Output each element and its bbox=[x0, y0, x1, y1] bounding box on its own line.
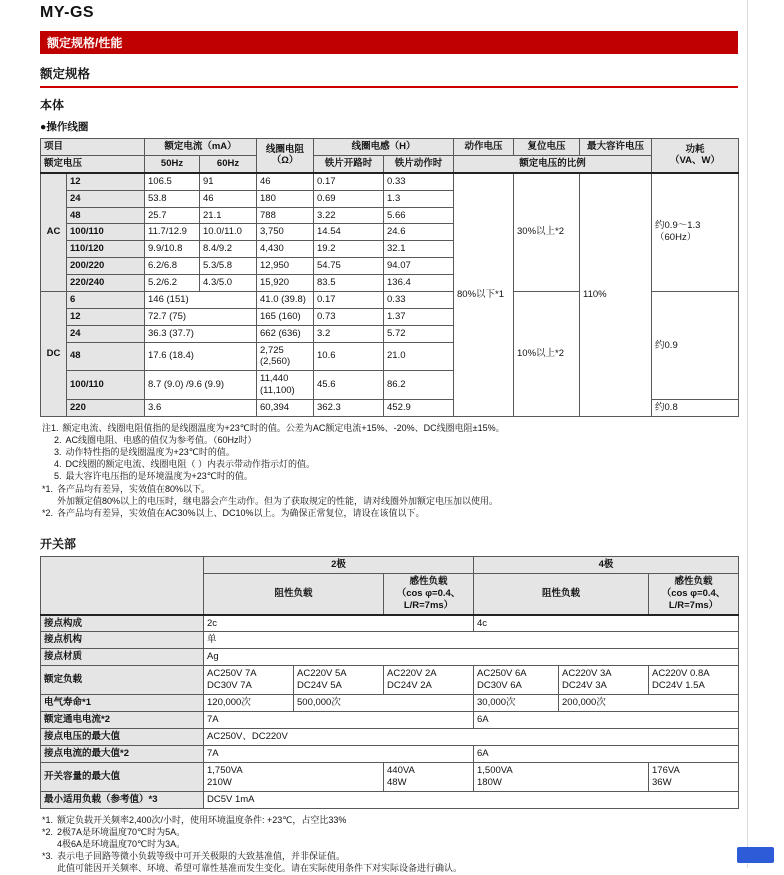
col-header-coil-resistance: 线圈电阻 （Ω） bbox=[257, 139, 314, 173]
cell: AC250V 7A DC30V 7A bbox=[204, 666, 294, 695]
cell: 0.69 bbox=[314, 190, 384, 207]
cell: DC5V 1mA bbox=[204, 791, 739, 808]
cell: 662 (636) bbox=[257, 325, 314, 342]
col-header-coil-inductance: 线圈电感（H） bbox=[314, 139, 454, 156]
row-header-voltage: 100/110 bbox=[67, 371, 145, 400]
subsection-title-body: 本体 bbox=[40, 98, 65, 112]
cell: 500,000次 bbox=[294, 695, 474, 712]
cell: 3.22 bbox=[314, 207, 384, 224]
row-header-voltage: 100/110 bbox=[67, 224, 145, 241]
cell: 165 (160) bbox=[257, 308, 314, 325]
cell: 4c bbox=[474, 615, 739, 632]
row-header-voltage: 200/220 bbox=[67, 258, 145, 275]
switch-notes bbox=[42, 814, 738, 875]
cell: 440VA 48W bbox=[384, 763, 474, 792]
note-text: 最大容许电压指的是环境温度为+23℃时的值。 bbox=[65, 471, 253, 482]
cell: 45.6 bbox=[314, 371, 384, 400]
note-line bbox=[42, 814, 738, 826]
cell: 30,000次 bbox=[474, 695, 559, 712]
col-header-release-voltage: 复位电压 bbox=[514, 139, 580, 156]
row-header-ac-group: AC bbox=[41, 173, 67, 292]
col-header-rated-voltage: 额定电压 bbox=[41, 155, 145, 172]
col-header-4pole: 4极 bbox=[474, 557, 739, 574]
col-header-60hz: 60Hz bbox=[200, 155, 257, 172]
cell: 136.4 bbox=[384, 275, 454, 292]
col-header-operate-voltage: 动作电压 bbox=[454, 139, 514, 156]
note-text: 表示电子回路等微小负载等级中可开关极限的大致基准值，并非保证值。 此值可能因开关频率、环境、希望可靠性基准而发生变化。请在实际使用条件下对实际设备进行确认。 bbox=[57, 851, 463, 874]
note-text: 各产品均有差异，实效值在80%以下。 外加额定值80%以上的电压时，继电器会产生动作。但为了获取规定的性能，请对线圈外加额定电压加以使用。 bbox=[57, 483, 499, 506]
row-header-voltage: 24 bbox=[67, 190, 145, 207]
cell: 4,430 bbox=[257, 241, 314, 258]
cell: 1,500VA 180W bbox=[474, 763, 649, 792]
cell: 21.1 bbox=[200, 207, 257, 224]
cell: 120,000次 bbox=[204, 695, 294, 712]
table-row bbox=[41, 649, 739, 666]
cell: AC250V、DC220V bbox=[204, 729, 739, 746]
col-header-2pole: 2极 bbox=[204, 557, 474, 574]
note-line bbox=[42, 422, 738, 434]
col-header-resistive-2pole: 阻性负载 bbox=[204, 573, 384, 614]
row-header-voltage: 12 bbox=[67, 173, 145, 190]
page-title: MY-GS bbox=[40, 4, 95, 21]
note-text: 额定负载开关频率2,400次/小时，使用环境温度条件: +23℃，占空比33% bbox=[57, 814, 347, 825]
col-header-voltage-ratio: 额定电压的比例 bbox=[454, 155, 652, 172]
note-text: DC线圈的额定电流、线圈电阻（ ）内表示带动作指示灯的值。 bbox=[65, 459, 316, 470]
cell: 176VA 36W bbox=[649, 763, 739, 792]
row-header-min-load: 最小适用负载（参考值）*3 bbox=[41, 791, 204, 808]
col-header-rated-current: 额定电流（mA） bbox=[145, 139, 257, 156]
nav-button[interactable] bbox=[737, 847, 774, 863]
cell-power-ac: 约0.9～1.3 （60Hz） bbox=[652, 173, 739, 292]
cell: 0.33 bbox=[384, 291, 454, 308]
note-line bbox=[42, 434, 738, 446]
cell: 5.66 bbox=[384, 207, 454, 224]
row-header-contact-mechanism: 接点机构 bbox=[41, 632, 204, 649]
cell: 21.0 bbox=[384, 342, 454, 371]
switch-header-row-1 bbox=[41, 557, 739, 574]
cell: 5.3/5.8 bbox=[200, 258, 257, 275]
row-header-voltage: 220 bbox=[67, 400, 145, 417]
cell: 11,440 (11,100) bbox=[257, 371, 314, 400]
row-header-dc-group: DC bbox=[41, 291, 67, 416]
cell: 1,750VA 210W bbox=[204, 763, 384, 792]
row-header-max-switching-capacity: 开关容量的最大值 bbox=[41, 763, 204, 792]
cell: 180 bbox=[257, 190, 314, 207]
cell-operate-voltage: 80%以下*1 bbox=[454, 173, 514, 417]
cell: AC220V 0.8A DC24V 1.5A bbox=[649, 666, 739, 695]
page-edge-line bbox=[747, 0, 748, 868]
cell: AC250V 6A DC30V 6A bbox=[474, 666, 559, 695]
col-header-armature-open: 铁片开路时 bbox=[314, 155, 384, 172]
cell: 146 (151) bbox=[145, 291, 257, 308]
coil-header-row-1 bbox=[41, 139, 739, 156]
cell: 2,725 (2,560) bbox=[257, 342, 314, 371]
section-title-rated-specs: 额定规格 bbox=[40, 64, 738, 88]
cell: 1.37 bbox=[384, 308, 454, 325]
col-header-inductive-4pole: 感性负载 （cos φ=0.4、 L/R=7ms） bbox=[649, 573, 739, 614]
cell: 32.1 bbox=[384, 241, 454, 258]
col-header-max-voltage: 最大容许电压 bbox=[580, 139, 652, 156]
cell: 4.3/5.0 bbox=[200, 275, 257, 292]
cell: 10.0/11.0 bbox=[200, 224, 257, 241]
row-header-rated-carry-current: 额定通电电流*2 bbox=[41, 712, 204, 729]
table-row bbox=[41, 666, 739, 695]
cell-power-dc: 约0.9 bbox=[652, 291, 739, 399]
cell: 11.7/12.9 bbox=[145, 224, 200, 241]
cell: 25.7 bbox=[145, 207, 200, 224]
note-marker: 4. bbox=[54, 459, 62, 470]
switch-section-heading: 开关部 bbox=[40, 537, 77, 551]
coil-notes bbox=[42, 422, 738, 519]
cell: 9.9/10.8 bbox=[145, 241, 200, 258]
row-header-max-contact-current: 接点电流的最大值*2 bbox=[41, 746, 204, 763]
col-header-inductive-2pole: 感性负载 （cos φ=0.4、 L/R=7ms） bbox=[384, 573, 474, 614]
cell: 8.7 (9.0) /9.6 (9.9) bbox=[145, 371, 257, 400]
cell: 83.5 bbox=[314, 275, 384, 292]
cell: AC220V 3A DC24V 3A bbox=[559, 666, 649, 695]
cell: 6.2/6.8 bbox=[145, 258, 200, 275]
cell: 0.17 bbox=[314, 291, 384, 308]
cell: 6A bbox=[474, 746, 739, 763]
table-row bbox=[41, 746, 739, 763]
note-text: 额定电流、线圈电阻值指的是线圈温度为+23℃时的值。公差为AC额定电流+15%、-20%、DC线圈电阻±15%。 bbox=[62, 422, 505, 433]
cell: 6A bbox=[474, 712, 739, 729]
cell: 46 bbox=[257, 173, 314, 190]
cell: 7A bbox=[204, 712, 474, 729]
cell: 41.0 (39.8) bbox=[257, 291, 314, 308]
note-line bbox=[42, 446, 738, 458]
cell: 1.3 bbox=[384, 190, 454, 207]
col-header-armature-operated: 铁片动作时 bbox=[384, 155, 454, 172]
row-header-rated-load: 额定负载 bbox=[41, 666, 204, 695]
row-header-voltage: 220/240 bbox=[67, 275, 145, 292]
table-row bbox=[41, 763, 739, 792]
note-marker: *2. bbox=[42, 507, 54, 518]
page-content bbox=[40, 4, 738, 875]
section-banner: 额定规格/性能 bbox=[40, 31, 738, 54]
note-marker: *2. bbox=[42, 827, 54, 838]
cell: 72.7 (75) bbox=[145, 308, 257, 325]
note-text: 2极7A是环境温度70℃时为5A。 4极6A是环境温度70℃时为3A。 bbox=[57, 827, 186, 850]
row-header-voltage: 48 bbox=[67, 207, 145, 224]
corner-cell bbox=[41, 557, 204, 615]
note-line bbox=[42, 483, 738, 507]
cell: 17.6 (18.4) bbox=[145, 342, 257, 371]
cell: 3,750 bbox=[257, 224, 314, 241]
note-line bbox=[42, 826, 738, 850]
cell: 5.2/6.2 bbox=[145, 275, 200, 292]
cell: 10.6 bbox=[314, 342, 384, 371]
row-header-voltage: 12 bbox=[67, 308, 145, 325]
col-header-resistive-4pole: 阻性负载 bbox=[474, 573, 649, 614]
note-marker: 注1. bbox=[42, 422, 59, 433]
cell: 24.6 bbox=[384, 224, 454, 241]
table-row bbox=[41, 173, 739, 190]
col-header-power: 功耗 （VA、W） bbox=[652, 139, 739, 173]
note-marker: *3. bbox=[42, 851, 54, 862]
cell-power-dc-220: 约0.8 bbox=[652, 400, 739, 417]
cell: 452.9 bbox=[384, 400, 454, 417]
cell: 788 bbox=[257, 207, 314, 224]
note-text: AC线圈电阻、电感的值仅为参考值。（60Hz时） bbox=[65, 435, 257, 446]
cell: 5.72 bbox=[384, 325, 454, 342]
cell: 单 bbox=[204, 632, 739, 649]
row-header-electrical-life: 电气寿命*1 bbox=[41, 695, 204, 712]
coil-section-heading: ●操作线圈 bbox=[40, 121, 89, 133]
cell: 106.5 bbox=[145, 173, 200, 190]
row-header-voltage: 24 bbox=[67, 325, 145, 342]
note-marker: 3. bbox=[54, 447, 62, 458]
switch-table bbox=[40, 556, 739, 809]
note-marker: 5. bbox=[54, 471, 62, 482]
table-row bbox=[41, 729, 739, 746]
table-row bbox=[41, 712, 739, 729]
cell: 362.3 bbox=[314, 400, 384, 417]
row-header-contact-material: 接点材质 bbox=[41, 649, 204, 666]
note-line bbox=[42, 507, 738, 519]
note-text: 动作特性指的是线圈温度为+23℃时的值。 bbox=[65, 447, 235, 458]
cell: 19.2 bbox=[314, 241, 384, 258]
cell: 3.6 bbox=[145, 400, 257, 417]
cell-release-voltage-ac: 30%以上*2 bbox=[514, 173, 580, 292]
cell: 0.73 bbox=[314, 308, 384, 325]
cell: 36.3 (37.7) bbox=[145, 325, 257, 342]
row-header-max-contact-voltage: 接点电压的最大值 bbox=[41, 729, 204, 746]
cell: 2c bbox=[204, 615, 474, 632]
cell: 86.2 bbox=[384, 371, 454, 400]
cell: AC220V 2A DC24V 2A bbox=[384, 666, 474, 695]
cell: 3.2 bbox=[314, 325, 384, 342]
col-header-item: 项目 bbox=[41, 139, 145, 156]
cell: 0.33 bbox=[384, 173, 454, 190]
row-header-voltage: 6 bbox=[67, 291, 145, 308]
cell: 53.8 bbox=[145, 190, 200, 207]
table-row bbox=[41, 632, 739, 649]
table-row bbox=[41, 695, 739, 712]
coil-table bbox=[40, 138, 739, 417]
cell: 60,394 bbox=[257, 400, 314, 417]
cell: 15,920 bbox=[257, 275, 314, 292]
cell-release-voltage-dc: 10%以上*2 bbox=[514, 291, 580, 416]
note-line bbox=[42, 850, 738, 874]
cell: 91 bbox=[200, 173, 257, 190]
cell: 200,000次 bbox=[559, 695, 739, 712]
row-header-contact-form: 接点构成 bbox=[41, 615, 204, 632]
note-line bbox=[42, 470, 738, 482]
note-line bbox=[42, 458, 738, 470]
cell: 14.54 bbox=[314, 224, 384, 241]
cell: 54.75 bbox=[314, 258, 384, 275]
cell: 8.4/9.2 bbox=[200, 241, 257, 258]
row-header-voltage: 110/120 bbox=[67, 241, 145, 258]
cell: 94.07 bbox=[384, 258, 454, 275]
cell: 46 bbox=[200, 190, 257, 207]
note-marker: *1. bbox=[42, 483, 54, 494]
cell: AC220V 5A DC24V 5A bbox=[294, 666, 384, 695]
coil-header-row-2 bbox=[41, 155, 739, 172]
note-text: 各产品均有差异，实效值在AC30%以上、DC10%以上。为确保正常复位，请设在该值以下。 bbox=[57, 507, 425, 518]
row-header-voltage: 48 bbox=[67, 342, 145, 371]
cell: 12,950 bbox=[257, 258, 314, 275]
cell: Ag bbox=[204, 649, 739, 666]
table-row bbox=[41, 615, 739, 632]
note-marker: 2. bbox=[54, 435, 62, 446]
cell-max-voltage: 110% bbox=[580, 173, 652, 417]
table-row bbox=[41, 791, 739, 808]
note-marker: *1. bbox=[42, 814, 54, 825]
cell: 0.17 bbox=[314, 173, 384, 190]
col-header-50hz: 50Hz bbox=[145, 155, 200, 172]
cell: 7A bbox=[204, 746, 474, 763]
